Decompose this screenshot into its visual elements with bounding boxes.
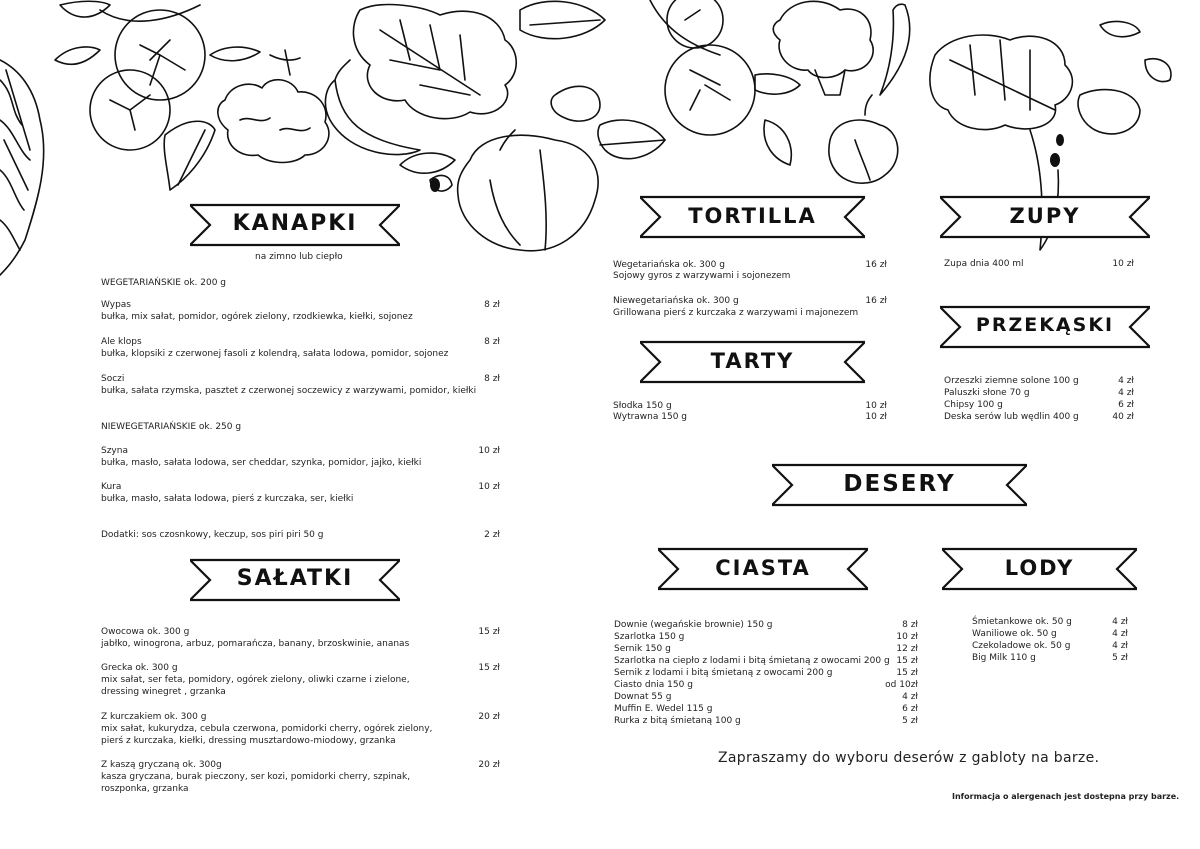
- menu-item-desc: mix sałat, ser feta, pomidory, ogórek zielony, oliwki czarne i zielone,: [101, 675, 410, 685]
- menu-item-name: Big Milk 110 g: [972, 653, 1036, 663]
- section-title: LODY: [1004, 556, 1075, 580]
- menu-item-name: Ale klops: [101, 337, 142, 347]
- menu-item-name: Ciasto dnia 150 g: [614, 680, 693, 690]
- menu-item-name: Paluszki słone 70 g: [944, 388, 1030, 398]
- menu-item-name: Deska serów lub wędlin 400 g: [944, 412, 1079, 422]
- menu-item-name: Niewegetariańska ok. 300 g: [613, 296, 739, 306]
- bean-icon: [1078, 21, 1171, 133]
- tomato-icon: [650, 0, 755, 135]
- menu-item-price: 20 zł: [478, 712, 500, 722]
- menu-item-desc: mix sałat, kukurydza, cebula czerwona, pomidorki cherry, ogórek zielony,: [101, 724, 433, 734]
- menu-item-name: Owocowa ok. 300 g: [101, 627, 190, 637]
- banner-zupy: [940, 193, 1150, 241]
- menu-item-price: 10 zł: [865, 412, 887, 422]
- section-title: SAŁATKI: [236, 566, 354, 591]
- menu-item-name: Szarlotka na ciepło z lodami i bitą śmietaną z owocami 200 g: [614, 656, 890, 666]
- kale-leaf-icon: [0, 60, 44, 275]
- menu-item-desc: kasza gryczana, burak pieczony, ser kozi, pomidorki cherry, szpinak,: [101, 772, 411, 782]
- pepper-icon: [458, 130, 598, 251]
- menu-item-name: Wytrawna 150 g: [613, 412, 688, 422]
- menu-item-price: 16 zł: [865, 296, 887, 306]
- menu-item-name: Grecka ok. 300 g: [101, 663, 178, 673]
- dessert-invitation: Zapraszamy do wyboru deserów z gabloty na barze.: [718, 750, 1100, 766]
- section-title: TARTY: [710, 349, 795, 373]
- section-title: CIASTA: [715, 556, 811, 580]
- menu-item-price: 10 zł: [896, 632, 918, 642]
- menu-item-desc: jabłko, winogrona, arbuz, pomarańcza, banany, brzoskwinie, ananas: [101, 639, 410, 649]
- menu-item-name: Downat 55 g: [614, 692, 672, 702]
- banner-desery: [772, 460, 1027, 510]
- tomato-icon: [90, 5, 205, 150]
- menu-item-name: Kura: [101, 482, 122, 492]
- menu-item-price: 10 zł: [865, 401, 887, 411]
- banner-kanapki: [190, 200, 400, 250]
- menu-item-desc: bułka, masło, sałata lodowa, pierś z kurczaka, ser, kiełki: [101, 494, 354, 504]
- menu-item-price: 5 zł: [1112, 653, 1128, 663]
- menu-item-price: 10 zł: [478, 482, 500, 492]
- menu-item-price: 20 zł: [478, 760, 500, 770]
- garlic-icon: [829, 95, 898, 183]
- menu-item-price: 12 zł: [896, 644, 918, 654]
- leaf-icon: [598, 74, 800, 165]
- banner-lody: [942, 545, 1137, 593]
- menu-item-name: Chipsy 100 g: [944, 400, 1003, 410]
- kanapki-subtitle: na zimno lub ciepło: [255, 252, 343, 262]
- menu-item-price: 40 zł: [1112, 412, 1134, 422]
- menu-item-price: 8 zł: [902, 620, 918, 630]
- menu-item-price: 10 zł: [478, 446, 500, 456]
- extras-name: Dodatki: sos czosnkowy, keczup, sos piri piri 50 g: [101, 530, 324, 540]
- menu-item-name: Z kurczakiem ok. 300 g: [101, 712, 207, 722]
- menu-item-desc: bułka, klopsiki z czerwonej fasoli z kolendrą, sałata lodowa, pomidor, sojonez: [101, 349, 449, 359]
- menu-item-price: 6 zł: [1118, 400, 1134, 410]
- broccoli-icon: [773, 1, 873, 95]
- menu-item-price: 6 zł: [902, 704, 918, 714]
- menu-item-desc: bułka, mix sałat, pomidor, ogórek zielony, rzodkiewka, kiełki, sojonez: [101, 312, 413, 322]
- menu-item-price: 4 zł: [1118, 388, 1134, 398]
- menu-item-name: Muffin E. Wedel 115 g: [614, 704, 713, 714]
- menu-item-desc: pierś z kurczaka, kiełki, dressing musztardowo-miodowy, grzanka: [101, 736, 396, 746]
- menu-item-name: Szyna: [101, 446, 128, 456]
- menu-item-price: 8 zł: [484, 300, 500, 310]
- allergen-note: Informacja o alergenach jest dostepna przy barze.: [952, 792, 1180, 801]
- banner-tarty: [640, 338, 865, 386]
- menu-item-name: Wegetariańska ok. 300 g: [613, 260, 725, 270]
- menu-item-price: 4 zł: [1112, 617, 1128, 627]
- menu-item-price: 15 zł: [896, 656, 918, 666]
- section-title: DESERY: [843, 471, 956, 497]
- veg-header: WEGETARIAŃSKIE ok. 200 g: [101, 278, 227, 288]
- chili-icon: [325, 60, 420, 155]
- menu-item-desc: Grillowana pierś z kurczaka z warzywami i majonezem: [613, 308, 859, 318]
- menu-item-name: Rurka z bitą śmietaną 100 g: [614, 716, 741, 726]
- banner-tortilla: [640, 193, 865, 241]
- menu-item-price: 15 zł: [896, 668, 918, 678]
- menu-item-name: Orzeszki ziemne solone 100 g: [944, 376, 1079, 386]
- section-title: TORTILLA: [688, 204, 817, 228]
- menu-item-desc: roszponka, grzanka: [101, 784, 189, 794]
- menu-item-name: Waniliowe ok. 50 g: [972, 629, 1057, 639]
- nonveg-header: NIEWEGETARIAŃSKIE ok. 250 g: [101, 422, 242, 432]
- menu-item-name: Śmietankowe ok. 50 g: [972, 617, 1072, 627]
- menu-item-price: 4 zł: [1112, 629, 1128, 639]
- menu-item-price: 5 zł: [902, 716, 918, 726]
- menu-item-name: Wypas: [101, 300, 131, 310]
- menu-item-price: 4 zł: [1112, 641, 1128, 651]
- menu-item-price: 8 zł: [484, 374, 500, 384]
- menu-item-price: od 10zł: [885, 680, 918, 690]
- banner-przekaski: [940, 303, 1150, 351]
- leaf-icon: [55, 1, 260, 190]
- chili-icon: [880, 4, 910, 95]
- menu-item-name: Soczi: [101, 374, 125, 384]
- menu-item-price: 4 zł: [902, 692, 918, 702]
- menu-item-price: 10 zł: [1112, 259, 1134, 269]
- menu-item-desc: bułka, masło, sałata lodowa, ser cheddar, szynka, pomidor, jajko, kiełki: [101, 458, 422, 468]
- section-title: PRZEKĄSKI: [975, 314, 1115, 336]
- menu-item-price: 8 zł: [484, 337, 500, 347]
- banner-ciasta: [658, 545, 868, 593]
- section-title: KANAPKI: [232, 211, 358, 236]
- menu-item-price: 16 zł: [865, 260, 887, 270]
- menu-item-price: 15 zł: [478, 627, 500, 637]
- menu-item-name: Zupa dnia 400 ml: [944, 259, 1024, 269]
- menu-item-desc: dressing winegret , grzanka: [101, 687, 226, 697]
- menu-item-name: Z kaszą gryczaną ok. 300g: [101, 760, 222, 770]
- menu-item-desc: Sojowy gyros z warzywami i sojonezem: [613, 271, 791, 281]
- menu-item-name: Słodka 150 g: [613, 401, 672, 411]
- kale-leaf-icon: [353, 5, 516, 119]
- menu-item-price: 4 zł: [1118, 376, 1134, 386]
- menu-item-name: Czekoladowe ok. 50 g: [972, 641, 1071, 651]
- extras-price: 2 zł: [484, 530, 500, 540]
- bean-icon: [551, 86, 600, 121]
- banner-salatki: [190, 555, 400, 605]
- menu-item-name: Sernik z lodami i bitą śmietaną z owocami 200 g: [614, 668, 833, 678]
- menu-item-desc: bułka, sałata rzymska, pasztet z czerwonej soczewicy z warzywami, pomidor, kiełki: [101, 386, 477, 396]
- menu-item-name: Sernik 150 g: [614, 644, 671, 654]
- menu-item-name: Downie (wegańskie brownie) 150 g: [614, 620, 773, 630]
- menu-item-price: 15 zł: [478, 663, 500, 673]
- menu-item-name: Szarlotka 150 g: [614, 632, 685, 642]
- cauliflower-icon: [218, 50, 329, 163]
- section-title: ZUPY: [1009, 204, 1081, 228]
